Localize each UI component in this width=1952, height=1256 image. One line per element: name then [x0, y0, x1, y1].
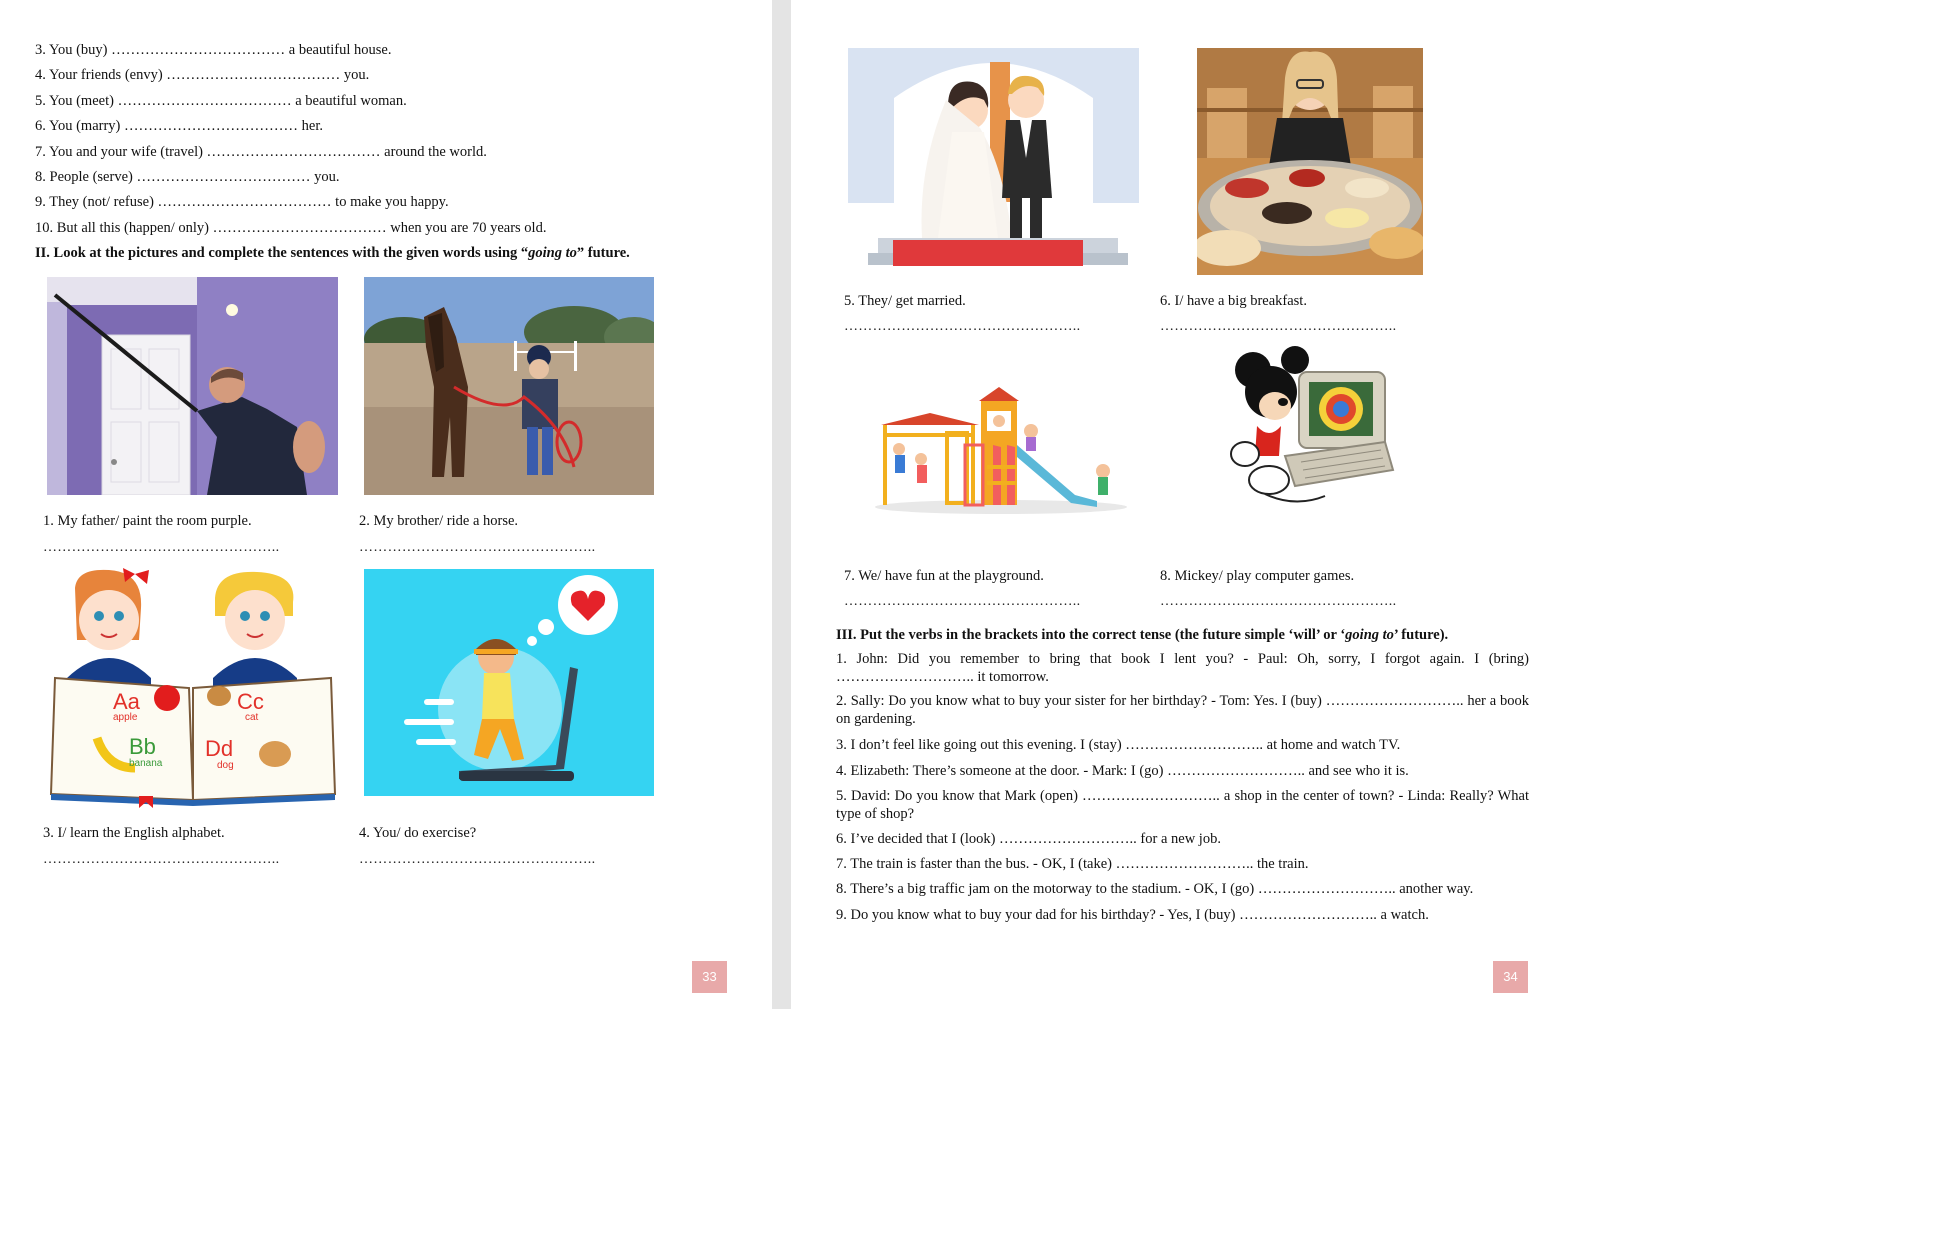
exercise-item: 1. John: Did you remember to bring that book I lent you? - Paul: Oh, sorry, I forgot again. I (bring) ……………………….. it tomorrow.	[836, 651, 1529, 685]
page-number-badge: 34	[1493, 961, 1528, 993]
page-number-badge: 33	[692, 961, 727, 993]
word-dog: dog	[217, 760, 234, 771]
answer-line: …………………………………………..	[1160, 319, 1397, 334]
caption-8: 8. Mickey/ play computer games.	[1160, 568, 1355, 584]
answer-line: …………………………………………..	[43, 852, 280, 867]
exercise-item: 9. Do you know what to buy your dad for his birthday? - Yes, I (buy) ……………………….. a watch.	[836, 907, 1429, 923]
playground-illustration	[875, 385, 1128, 515]
left-page	[0, 0, 772, 1009]
exercise-line: 6. You (marry) ……………………………… her.	[35, 118, 323, 134]
big-breakfast-photo	[1197, 48, 1423, 275]
caption-4: 4. You/ do exercise?	[359, 825, 477, 841]
caption-6: 6. I/ have a big breakfast.	[1160, 293, 1307, 309]
letter-cc: Cc	[237, 689, 264, 714]
exercise-item: 3. I don’t feel like going out this evening. I (stay) ……………………….. at home and watch TV.	[836, 737, 1401, 753]
section-heading-2: II. Look at the pictures and complete the sentences with the given words using “going to” future.	[35, 245, 630, 261]
exercise-line: 4. Your friends (envy) ……………………………… you.	[35, 67, 370, 83]
exercise-line: 10. But all this (happen/ only) ……………………………… when you are 70 years old.	[35, 220, 547, 236]
exercise-line: 9. They (not/ refuse) ……………………………… to make you happy.	[35, 194, 449, 210]
exercise-item: 4. Elizabeth: There’s someone at the door. - Mark: I (go) ……………………….. and see who it is.	[836, 763, 1409, 779]
exercise-line: 3. You (buy) ……………………………… a beautiful house.	[35, 42, 392, 58]
word-apple: apple	[113, 712, 138, 723]
answer-line: …………………………………………..	[43, 540, 280, 555]
exercise-item: 8. There’s a big traffic jam on the motorway to the stadium. - OK, I (go) ……………………….. another way.	[836, 881, 1474, 897]
section-heading-3: III. Put the verbs in the brackets into the correct tense (the future simple ‘will’ or ‘going to’ future).	[836, 627, 1449, 643]
answer-line: …………………………………………..	[359, 540, 596, 555]
exercise-line: 7. You and your wife (travel) ……………………………… around the world.	[35, 144, 487, 160]
word-cat: cat	[245, 712, 259, 723]
caption-7: 7. We/ have fun at the playground.	[844, 568, 1044, 584]
exercise-line: 8. People (serve) ……………………………… you.	[35, 169, 340, 185]
answer-line: …………………………………………..	[1160, 594, 1397, 609]
caption-1: 1. My father/ paint the room purple.	[43, 513, 252, 529]
exercise-line: 5. You (meet) ……………………………… a beautiful woman.	[35, 93, 407, 109]
mickey-computer-illustration	[1225, 346, 1397, 516]
letter-aa: Aa	[113, 689, 140, 714]
answer-line: …………………………………………..	[359, 852, 596, 867]
exercise-item: 6. I’ve decided that I (look) ……………………….. for a new job.	[836, 831, 1221, 847]
caption-3: 3. I/ learn the English alphabet.	[43, 825, 225, 841]
exercise-item: 7. The train is faster than the bus. - OK, I (take) ……………………….. the train.	[836, 856, 1309, 872]
page-gutter	[772, 0, 791, 1009]
treadmill-illustration	[364, 569, 654, 796]
painting-room-photo	[47, 277, 338, 495]
alphabet-book-illustration	[47, 568, 338, 808]
exercise-item: 5. David: Do you know that Mark (open) ……………………….. a shop in the center of town? - Linda: Really? What type of shop?	[836, 788, 1529, 822]
caption-5: 5. They/ get married.	[844, 293, 966, 309]
word-banana: banana	[129, 758, 163, 769]
letter-bb: Bb	[129, 734, 156, 759]
exercise-item: 2. Sally: Do you know what to buy your sister for her birthday? - Tom: Yes. I (buy) ……………………….. her a book on gardening.	[836, 693, 1529, 727]
boy-horse-photo	[364, 277, 654, 495]
right-page	[791, 0, 1556, 1009]
answer-line: …………………………………………..	[844, 594, 1081, 609]
letter-dd: Dd	[205, 736, 234, 761]
caption-2: 2. My brother/ ride a horse.	[359, 513, 519, 529]
wedding-couple-illustration	[848, 48, 1139, 268]
answer-line: …………………………………………..	[844, 319, 1081, 334]
